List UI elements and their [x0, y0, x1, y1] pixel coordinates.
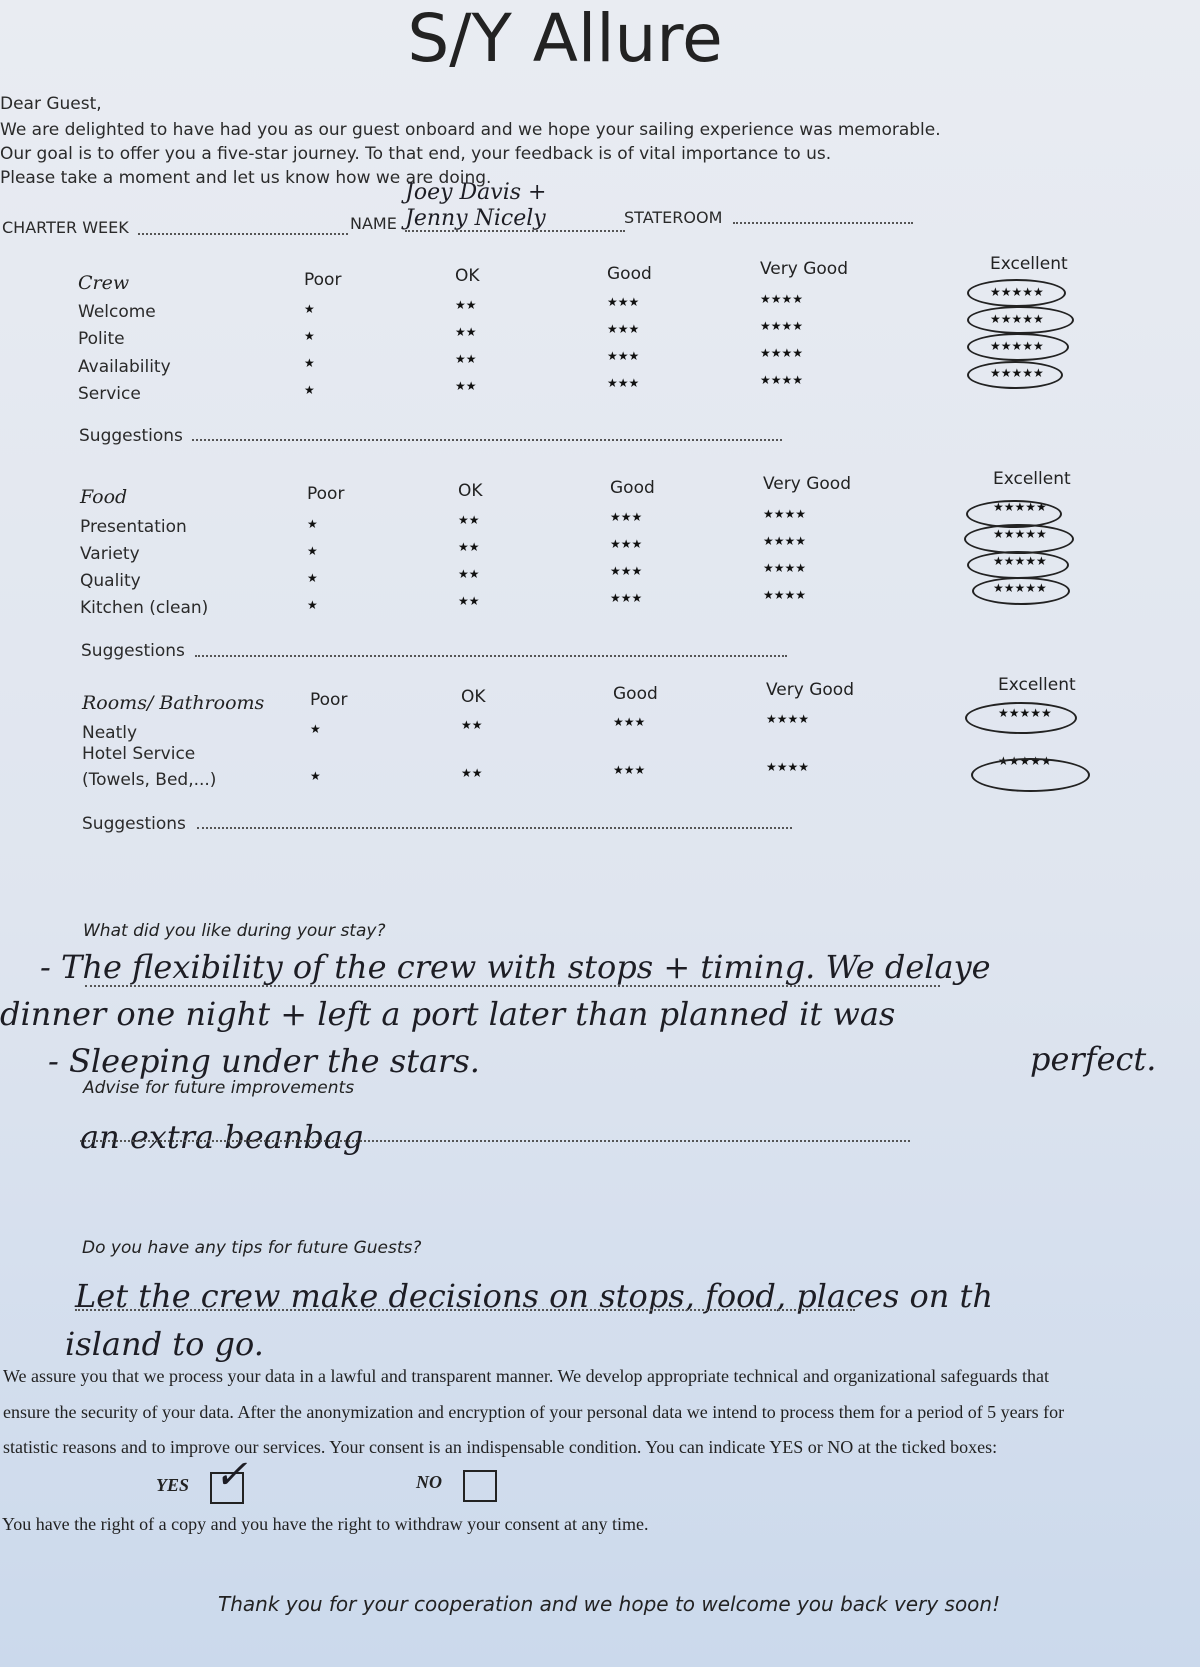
section-food-title: Food [80, 486, 128, 508]
col-ok: OK [458, 481, 483, 501]
col-poor: Poor [310, 690, 348, 710]
star-good[interactable]: ★★★ [607, 295, 640, 309]
food-suggestions-line[interactable] [195, 655, 787, 657]
tips-answer-line-2[interactable]: island to go. [65, 1325, 264, 1363]
col-very-good: Very Good [766, 680, 854, 700]
star-poor[interactable]: ★ [307, 544, 318, 558]
advise-question: Advise for future improvements [83, 1078, 355, 1098]
col-ok: OK [455, 266, 480, 286]
star-poor[interactable]: ★ [307, 571, 318, 585]
star-good[interactable]: ★★★ [607, 322, 640, 336]
star-good[interactable]: ★★★ [607, 349, 640, 363]
star-excellent[interactable]: ★★★★★ [998, 706, 1052, 720]
yes-checkbox[interactable] [210, 1452, 248, 1504]
selection-circle [965, 702, 1077, 734]
selection-circle [971, 758, 1090, 792]
star-poor[interactable]: ★ [304, 329, 315, 343]
rooms-suggestions-label: Suggestions [82, 814, 186, 834]
star-very-good[interactable]: ★★★★ [763, 507, 807, 521]
star-ok[interactable]: ★★ [455, 379, 477, 393]
item-quality: Quality [80, 571, 141, 591]
item-presentation: Presentation [80, 517, 187, 537]
no-label: NO [416, 1472, 442, 1492]
star-ok[interactable]: ★★ [461, 766, 483, 780]
col-excellent: Excellent [993, 469, 1071, 489]
col-very-good: Very Good [763, 474, 851, 494]
rooms-suggestions-line[interactable] [197, 827, 792, 829]
star-very-good[interactable]: ★★★★ [763, 534, 807, 548]
item-kitchen: Kitchen (clean) [80, 598, 209, 618]
col-good: Good [613, 684, 658, 704]
liked-question: What did you like during your stay? [83, 921, 386, 941]
selection-circle [967, 333, 1069, 361]
star-ok[interactable]: ★★ [455, 325, 477, 339]
item-towels-bed: (Towels, Bed,...) [82, 770, 217, 790]
star-poor[interactable]: ★ [307, 517, 318, 531]
crew-suggestions-label: Suggestions [79, 426, 183, 446]
name-value-line-2[interactable]: Jenny Nicely [405, 206, 546, 231]
selection-circle [967, 306, 1074, 334]
star-very-good[interactable]: ★★★★ [766, 760, 810, 774]
selection-circle [967, 551, 1069, 579]
star-very-good[interactable]: ★★★★ [760, 319, 804, 333]
star-good[interactable]: ★★★ [610, 510, 643, 524]
item-neatly: Neatly [82, 723, 138, 743]
star-poor[interactable]: ★ [304, 302, 315, 316]
tips-question: Do you have any tips for future Guests? [82, 1238, 422, 1258]
star-good[interactable]: ★★★ [613, 715, 646, 729]
star-very-good[interactable]: ★★★★ [763, 561, 807, 575]
consent-text-3: statistic reasons and to improve our services. Your consent is an indispensable condition. You can indicate YES or NO at the ticked boxes: [3, 1437, 998, 1457]
star-ok[interactable]: ★★ [458, 513, 480, 527]
star-good[interactable]: ★★★ [610, 564, 643, 578]
selection-circle [964, 524, 1074, 554]
intro-line-2: Our goal is to offer you a five-star journey. To that end, your feedback is of vital importance to us. [0, 144, 832, 164]
star-excellent[interactable]: ★★★★★ [990, 339, 1044, 353]
stateroom-line[interactable] [733, 222, 913, 224]
liked-answer-line-4[interactable]: perfect. [1030, 1040, 1157, 1078]
selection-circle [967, 361, 1063, 389]
liked-answer-line-2[interactable]: dinner one night + left a port later than planned it was [0, 995, 896, 1033]
col-excellent: Excellent [998, 675, 1076, 695]
check-mark-icon: ✓ [214, 1452, 248, 1498]
stateroom-label: STATEROOM [624, 208, 723, 227]
selection-circle [967, 279, 1066, 307]
star-excellent[interactable]: ★★★★★ [990, 312, 1044, 326]
star-good[interactable]: ★★★ [610, 537, 643, 551]
star-good[interactable]: ★★★ [607, 376, 640, 390]
star-good[interactable]: ★★★ [613, 763, 646, 777]
star-poor[interactable]: ★ [304, 356, 315, 370]
name-value-line-1: Joey Davis + [405, 180, 547, 205]
liked-answer-line-3[interactable]: - Sleeping under the stars. [48, 1042, 480, 1080]
consent-text-2: ensure the security of your data. After the anonymization and encryption of your personal data we intend to process them for a period of 5 years for [3, 1402, 1065, 1422]
selection-circle [972, 577, 1070, 605]
star-ok[interactable]: ★★ [458, 594, 480, 608]
food-suggestions-label: Suggestions [81, 641, 185, 661]
star-excellent[interactable]: ★★★★★ [998, 754, 1052, 768]
section-crew-title: Crew [78, 272, 130, 294]
star-very-good[interactable]: ★★★★ [763, 588, 807, 602]
star-ok[interactable]: ★★ [455, 298, 477, 312]
section-rooms-title: Rooms/ Bathrooms [82, 692, 265, 714]
charter-week-label: CHARTER WEEK [2, 218, 129, 237]
star-ok[interactable]: ★★ [461, 718, 483, 732]
tips-answer-line-1[interactable]: Let the crew make decisions on stops, food, places on th [75, 1277, 993, 1315]
star-ok[interactable]: ★★ [458, 540, 480, 554]
star-poor[interactable]: ★ [310, 722, 321, 736]
star-very-good[interactable]: ★★★★ [760, 373, 804, 387]
crew-suggestions-line[interactable] [192, 439, 782, 441]
star-poor[interactable]: ★ [307, 598, 318, 612]
col-very-good: Very Good [760, 259, 848, 279]
name-line [405, 230, 625, 232]
star-poor[interactable]: ★ [304, 383, 315, 397]
greeting: Dear Guest, [0, 94, 102, 114]
liked-line-1 [85, 985, 940, 987]
liked-answer-line-1[interactable]: - The flexibility of the crew with stops + timing. We delaye [40, 948, 991, 986]
item-service: Service [78, 384, 141, 404]
star-excellent[interactable]: ★★★★★ [993, 554, 1047, 568]
star-excellent[interactable]: ★★★★★ [993, 527, 1047, 541]
name-label: NAME [350, 214, 397, 233]
col-excellent: Excellent [990, 254, 1068, 274]
star-very-good[interactable]: ★★★★ [766, 712, 810, 726]
item-variety: Variety [80, 544, 140, 564]
thank-you-note: Thank you for your cooperation and we hope to welcome you back very soon! [218, 1592, 1001, 1616]
intro-line-3: Please take a moment and let us know how we are doing. [0, 168, 492, 188]
star-very-good[interactable]: ★★★★ [760, 346, 804, 360]
star-good[interactable]: ★★★ [610, 591, 643, 605]
item-welcome: Welcome [78, 302, 156, 322]
charter-week-line[interactable] [138, 233, 348, 235]
star-excellent[interactable]: ★★★★★ [990, 285, 1044, 299]
intro-line-1: We are delighted to have had you as our guest onboard and we hope your sailing experience was memorable. [0, 120, 941, 140]
star-excellent[interactable]: ★★★★★ [990, 366, 1044, 380]
item-hotel-service: Hotel Service [82, 744, 196, 764]
col-poor: Poor [307, 484, 345, 504]
col-good: Good [610, 478, 655, 498]
col-ok: OK [461, 687, 486, 707]
yes-label: YES [156, 1475, 190, 1495]
star-excellent[interactable]: ★★★★★ [993, 500, 1047, 514]
no-checkbox[interactable] [463, 1470, 497, 1502]
item-polite: Polite [78, 329, 125, 349]
star-poor[interactable]: ★ [310, 769, 321, 783]
tips-line [75, 1309, 855, 1311]
advise-line [80, 1140, 910, 1142]
star-ok[interactable]: ★★ [455, 352, 477, 366]
col-poor: Poor [304, 270, 342, 290]
item-availability: Availability [78, 357, 171, 377]
star-ok[interactable]: ★★ [458, 567, 480, 581]
consent-text-1: We assure you that we process your data in a lawful and transparent manner. We develop appropriate technical and organizational safeguards that [3, 1366, 1050, 1386]
form-title: S/Y Allure [407, 0, 723, 77]
star-very-good[interactable]: ★★★★ [760, 292, 804, 306]
advise-answer[interactable]: an extra beanbag [80, 1118, 364, 1156]
col-good: Good [607, 264, 652, 284]
rights-text: You have the right of a copy and you have the right to withdraw your consent at any time. [2, 1514, 649, 1534]
star-excellent[interactable]: ★★★★★ [993, 581, 1047, 595]
